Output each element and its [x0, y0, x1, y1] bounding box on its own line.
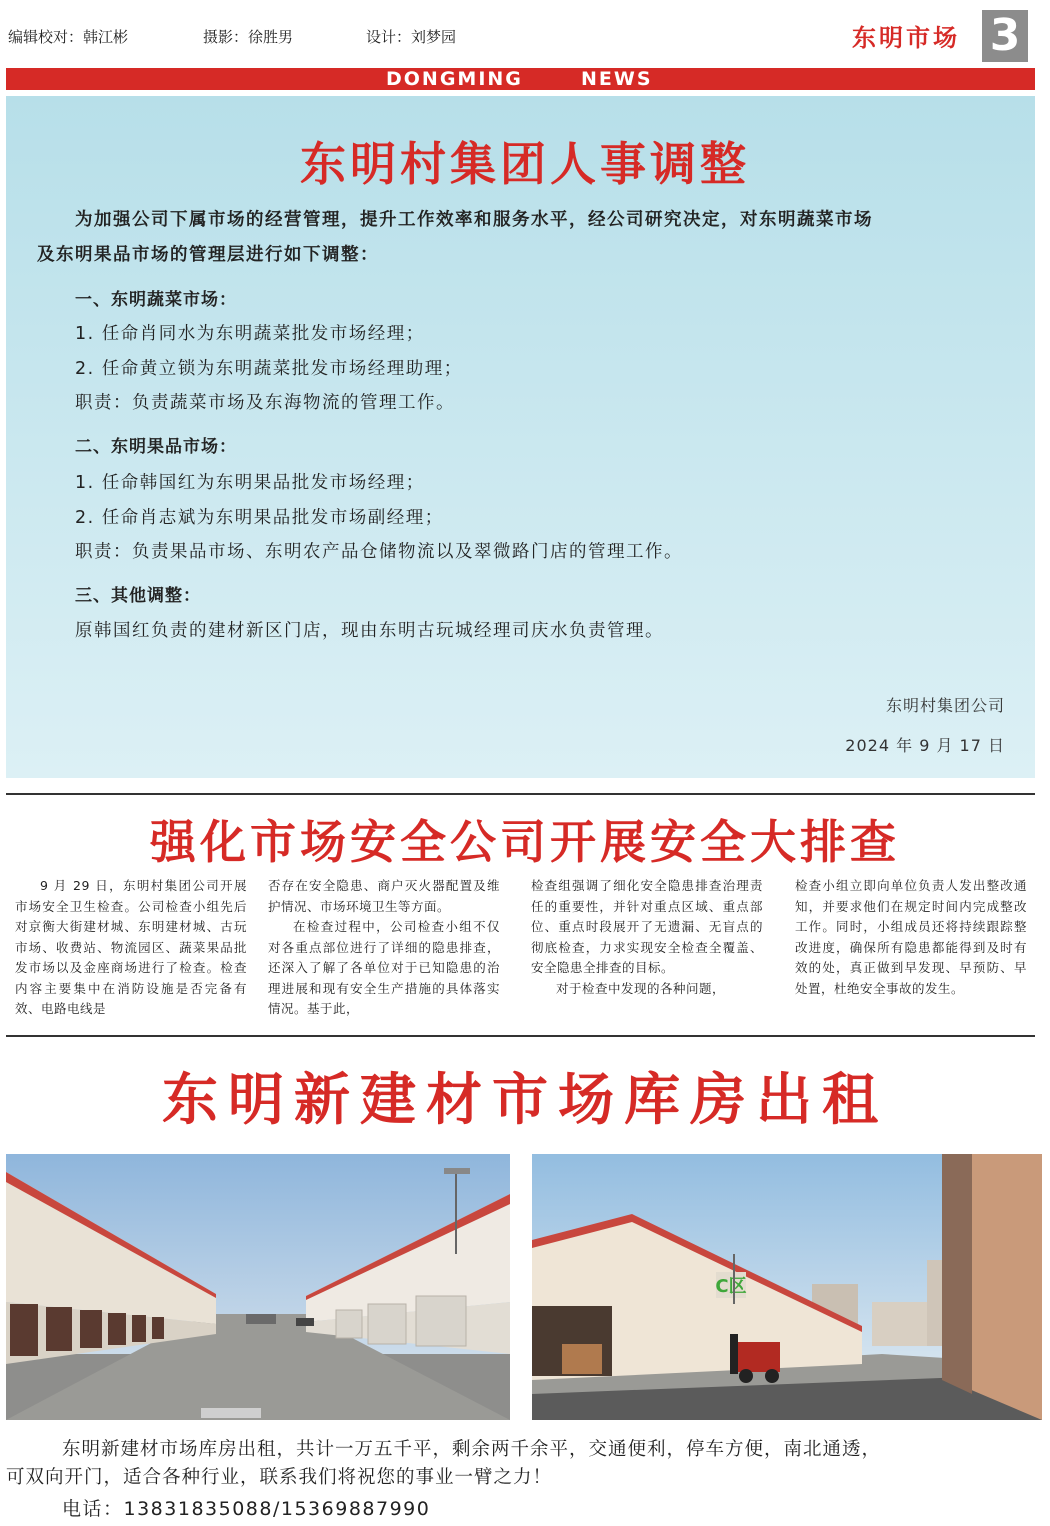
editor-credit: 编辑校对：韩江彬 [8, 28, 129, 46]
notice-date: 2024 年 9 月 17 日 [845, 736, 1005, 755]
warehouse-photo-left [6, 1154, 510, 1420]
photographer-credit: 摄影：徐胜男 [203, 28, 294, 46]
section-duty: 职责：负责蔬菜市场及东海物流的管理工作。 [75, 393, 455, 413]
article2-paragraph: 检查小组立即向单位负责人发出整改通知，并要求他们在规定时间内完成整改工作。同时，小组成员还将持续跟踪整改进度，确保所有隐患都能得到及时有效的处，真正做到早发现、早预防、早处置，杜绝安全事故的发生。 [795, 878, 1027, 996]
section-item: 原韩国红负责的建材新区门店，现由东明古玩城经理司庆水负责管理。 [75, 621, 664, 641]
section-item: 1. 任命肖同水为东明蔬菜批发市场经理； [75, 324, 425, 344]
article2-paragraph: 9 月 29 日，东明村集团公司开展市场安全卫生检查。公司检查小组先后对京衡大街建材城、东明建材城、古玩市场、收费站、物流园区、蔬菜果品批发市场以及金座商场进行了检查。检查内容主要集中在消防设施是否完备有效、电路电线是 [15, 878, 247, 1016]
section-heading-other: 三、其他调整： [75, 586, 201, 606]
banner-left-text: DONGMING [386, 68, 523, 90]
article2-column-3 [531, 876, 763, 999]
section-item: 2. 任命肖志斌为东明果品批发市场副经理； [75, 508, 444, 528]
news-banner [6, 68, 1035, 90]
article2-title: 强化市场安全公司开展安全大排查 [150, 815, 900, 869]
section-divider [6, 793, 1035, 795]
section-heading-vegetable: 一、东明蔬菜市场： [75, 290, 237, 310]
banner-right-text: NEWS [581, 68, 653, 90]
contact-phone: 电话：13831835088/15369887990 [62, 1498, 431, 1520]
brand-title: 东明市场 [852, 23, 960, 52]
page-number: 3 [982, 10, 1028, 62]
notice-intro-line2: 及东明果品市场的管理层进行如下调整： [37, 245, 379, 265]
notice-title: 东明村集团人事调整 [300, 137, 750, 191]
article3-title: 东明新建材市场库房出租 [162, 1067, 888, 1133]
zone-sign: C区 [715, 1276, 747, 1297]
notice-intro-line1: 为加强公司下属市场的经营管理，提升工作效率和服务水平，经公司研究决定，对东明蔬菜市场 [75, 210, 873, 230]
article2-column-1 [15, 876, 247, 1020]
section-heading-fruit: 二、东明果品市场： [75, 437, 237, 457]
section-duty: 职责：负责果品市场、东明农产品仓储物流以及翠微路门店的管理工作。 [75, 542, 683, 562]
article2-paragraph: 否存在安全隐患、商户灭火器配置及维护情况、市场环境卫生等方面。 [268, 878, 500, 914]
article3-body-line2: 可双向开门，适合各种行业，联系我们将祝您的事业一臂之力！ [6, 1467, 553, 1488]
article2-paragraph: 对于检查中发现的各种问题， [556, 980, 726, 996]
designer-credit: 设计：刘梦园 [366, 28, 457, 46]
warehouse-photo-right [532, 1154, 1042, 1420]
article2-column-2 [268, 876, 500, 1020]
article2-column-4 [795, 876, 1027, 999]
section-divider [6, 1035, 1035, 1037]
section-item: 1. 任命韩国红为东明果品批发市场经理； [75, 473, 425, 493]
article2-paragraph: 检查组强调了细化安全隐患排查治理责任的重要性，并针对重点区域、重点部位、重点时段展开了无遗漏、无盲点的彻底检查，力求实现安全检查全覆盖、安全隐患全排查的目标。 [531, 878, 763, 975]
section-item: 2. 任命黄立锁为东明蔬菜批发市场经理助理； [75, 359, 463, 379]
notice-signature: 东明村集团公司 [885, 696, 1005, 715]
article3-body-line1: 东明新建材市场库房出租，共计一万五千平，剩余两千余平，交通便利，停车方便，南北通透， [62, 1439, 882, 1460]
article2-paragraph: 在检查过程中，公司检查小组不仅对各重点部位进行了详细的隐患排查，还深入了解了各单位对于已知隐患的治理进展和现有安全生产措施的具体落实情况。基于此， [268, 919, 500, 1016]
